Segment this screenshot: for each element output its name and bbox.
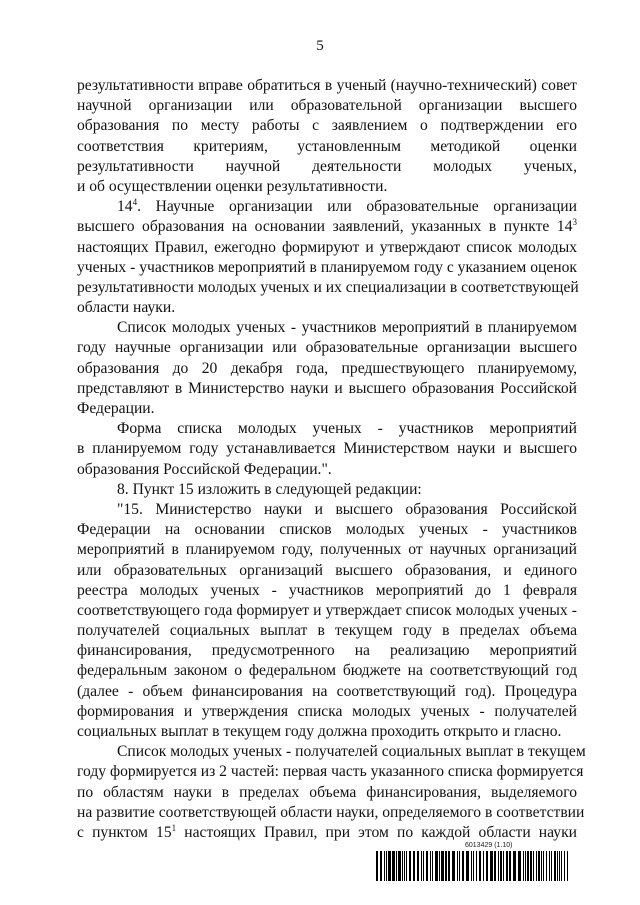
paragraph	[77, 742, 586, 843]
superscript: 3	[572, 217, 577, 228]
text-line: или образовательных организаций высшего образования, и единого	[77, 561, 577, 579]
text-span: . Научные организации или образовательные организации	[137, 198, 577, 216]
barcode-image	[376, 851, 568, 881]
paragraph	[77, 318, 577, 419]
text-line	[77, 823, 577, 843]
text-line: результативности молодых ученых и их специализации в соответствующей	[77, 278, 579, 296]
text-line: 8. Пункт 15 изложить в следующей редакции:	[117, 480, 422, 498]
text-line: формирования и утверждения списка молодых ученых - получателей	[77, 702, 577, 720]
text-line: представляют в Министерство науки и высшего образования Российской	[77, 379, 577, 397]
text-line: образования до 20 декабря года, предшествующего планируемому,	[77, 359, 577, 377]
text-line: области науки.	[77, 299, 176, 317]
text-line: году формируется из 2 частей: первая часть указанного списка формируется	[77, 763, 584, 781]
barcode-label: 6013429 (1.10)	[465, 842, 513, 849]
text-line: федеральным законом о федеральном бюджете на соответствующий год	[77, 662, 577, 680]
superscript: 4	[132, 197, 138, 208]
text-line: результативности научной деятельности молодых ученых,	[77, 157, 577, 175]
text-line: и об осуществлении оценки результативности.	[77, 177, 388, 195]
superscript: 1	[171, 822, 177, 833]
paragraph	[77, 197, 577, 318]
text-line: Список молодых ученых - участников мероприятий в планируемом	[117, 319, 577, 337]
text-line: реестра молодых ученых - участников мероприятий до 1 февраля	[77, 581, 577, 599]
text-line: в планируемом году устанавливается Министерством науки и высшего	[77, 440, 577, 458]
document-body	[77, 76, 586, 843]
text-line: результативности вправе обратиться в ученый (научно-технический) совет	[77, 77, 577, 94]
text-line: году научные организации или образовательные организации высшего	[77, 339, 577, 357]
paragraph	[77, 419, 577, 480]
text-line: настоящих Правил, ежегодно формируют и утверждают список молодых	[77, 238, 577, 256]
paragraph	[77, 500, 577, 742]
text-line: получателей социальных выплат в текущем году в пределах объема	[77, 622, 577, 640]
text-line: образования Российской Федерации.".	[77, 460, 332, 478]
page-number: 5	[316, 38, 324, 54]
text-line: Форма списка молодых ученых - участников мероприятий	[117, 420, 577, 438]
text-line: образования по месту работы с заявлением о подтверждении его	[77, 117, 577, 135]
text-line: социальных выплат в текущем году должна проходить открыто и гласно.	[77, 723, 562, 740]
text-line: Федерации.	[77, 400, 155, 417]
text-span: с пунктом 15	[77, 823, 172, 841]
text-span: настоящих Правил, при этом по каждой области науки	[176, 823, 577, 841]
text-line: мероприятий в планируемом году, полученных от научных организаций	[77, 541, 577, 559]
clause-number: 14	[117, 198, 133, 216]
text-line: финансирования, предусмотренного на реализацию мероприятий	[77, 642, 577, 660]
text-line: ученых - участников мероприятий в планируемом году с указанием оценок	[77, 258, 577, 276]
text-line: "15. Министерство науки и высшего образования Российской	[117, 500, 577, 518]
text-line: на развитие соответствующей области науки, определяемого в соответствии	[77, 803, 585, 821]
text-line: (далее - объем финансирования на соответствующий год). Процедура	[77, 682, 577, 700]
text-line	[77, 217, 577, 237]
paragraph	[77, 480, 577, 500]
paragraph	[77, 76, 577, 197]
text-line	[77, 197, 577, 217]
text-line: по областям науки в пределах объема финансирования, выделяемого	[77, 783, 577, 801]
text-line: научной организации или образовательной организации высшего	[77, 97, 577, 115]
text-line: соответствующего года формирует и утверждает список молодых ученых -	[77, 601, 577, 619]
text-line: Федерации на основании списков молодых ученых - участников	[77, 521, 577, 539]
text-line: соответствия критериям, установленным методикой оценки	[77, 137, 577, 155]
text-line: Список молодых ученых - получателей социальных выплат в текущем	[117, 743, 586, 761]
text-span: высшего образования на основании заявлений, указанных в пункте 14	[77, 218, 573, 236]
